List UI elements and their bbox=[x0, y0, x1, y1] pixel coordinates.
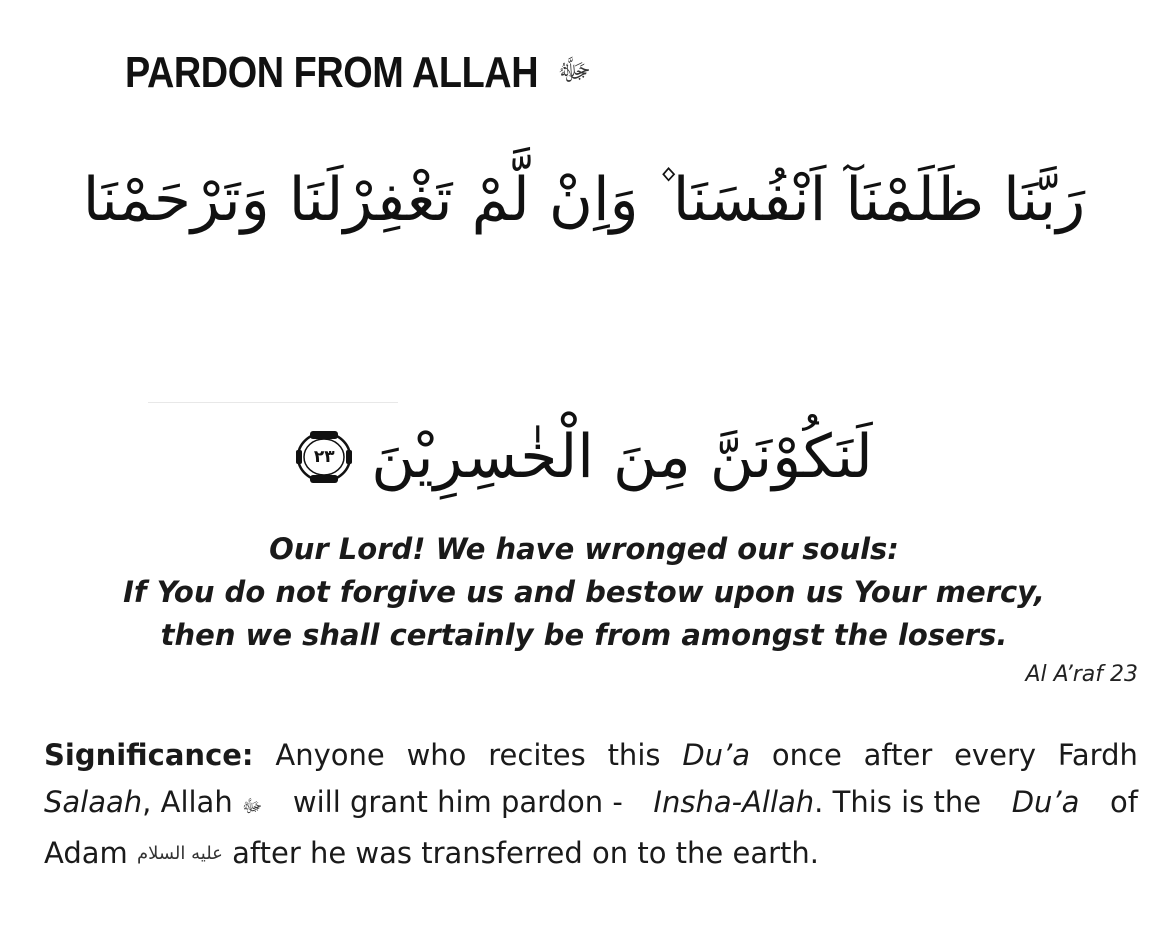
arabic-verse-line-2-row bbox=[0, 422, 1168, 492]
word: every bbox=[954, 738, 1037, 772]
word: recites bbox=[488, 738, 586, 772]
word: who bbox=[406, 738, 467, 772]
page-title: PARDON FROM ALLAH bbox=[125, 48, 539, 97]
significance-line-2 bbox=[44, 779, 1138, 830]
significance-line-1 bbox=[44, 732, 1138, 779]
arabic-verse-line-1: رَبَّنَا ظَلَمْنَآ اَنْفُسَنَا ۫ وَاِنْ لَّمْ تَغْفِرْلَنَا وَتَرْحَمْنَا bbox=[82, 165, 1086, 235]
word: , Allah bbox=[142, 785, 233, 819]
translation-line-2: If You do not forgive us and bestow upon us Your mercy, bbox=[123, 575, 1045, 609]
significance-line-3 bbox=[44, 830, 1138, 877]
word: this bbox=[607, 738, 661, 772]
word: after bbox=[863, 738, 933, 772]
word: Anyone bbox=[275, 738, 385, 772]
word-salaah: Salaah bbox=[44, 785, 143, 819]
segment bbox=[44, 779, 262, 830]
word: Fardh bbox=[1057, 738, 1138, 772]
word-dua: Du’a bbox=[682, 738, 751, 772]
significance-paragraph bbox=[44, 732, 1138, 877]
word: Adam bbox=[44, 836, 128, 870]
ayah-number: ٢٣ bbox=[313, 447, 335, 467]
title-row bbox=[125, 48, 591, 98]
translation-line-1: Our Lord! We have wronged our souls: bbox=[269, 532, 899, 566]
arabic-verse-line-2: لَنَكُوْنَنَّ مِنَ الْخٰسِرِيْنَ bbox=[371, 422, 873, 492]
word-dua: Du’a bbox=[1011, 785, 1080, 819]
verse-reference: Al A’raf 23 bbox=[1025, 662, 1138, 687]
ayah-marker bbox=[295, 428, 353, 486]
honorific-glyph: عليه السلام bbox=[136, 843, 223, 864]
text-segment: will grant him pardon - bbox=[292, 785, 623, 819]
word: of bbox=[1110, 785, 1138, 819]
segment bbox=[653, 779, 981, 830]
translation bbox=[0, 528, 1168, 657]
translation-line-3: then we shall certainly be from amongst the losers. bbox=[160, 618, 1008, 652]
word: once bbox=[771, 738, 842, 772]
text-segment: . This is the bbox=[814, 785, 982, 819]
divider bbox=[148, 402, 398, 403]
honorific-glyph: ﷻ bbox=[241, 796, 263, 817]
significance-label: Significance: bbox=[44, 738, 254, 772]
word-insha-allah: Insha-Allah bbox=[653, 785, 815, 819]
text-segment: after he was transferred on to the earth. bbox=[232, 836, 819, 870]
honorific-glyph: ﷻ bbox=[557, 52, 592, 88]
